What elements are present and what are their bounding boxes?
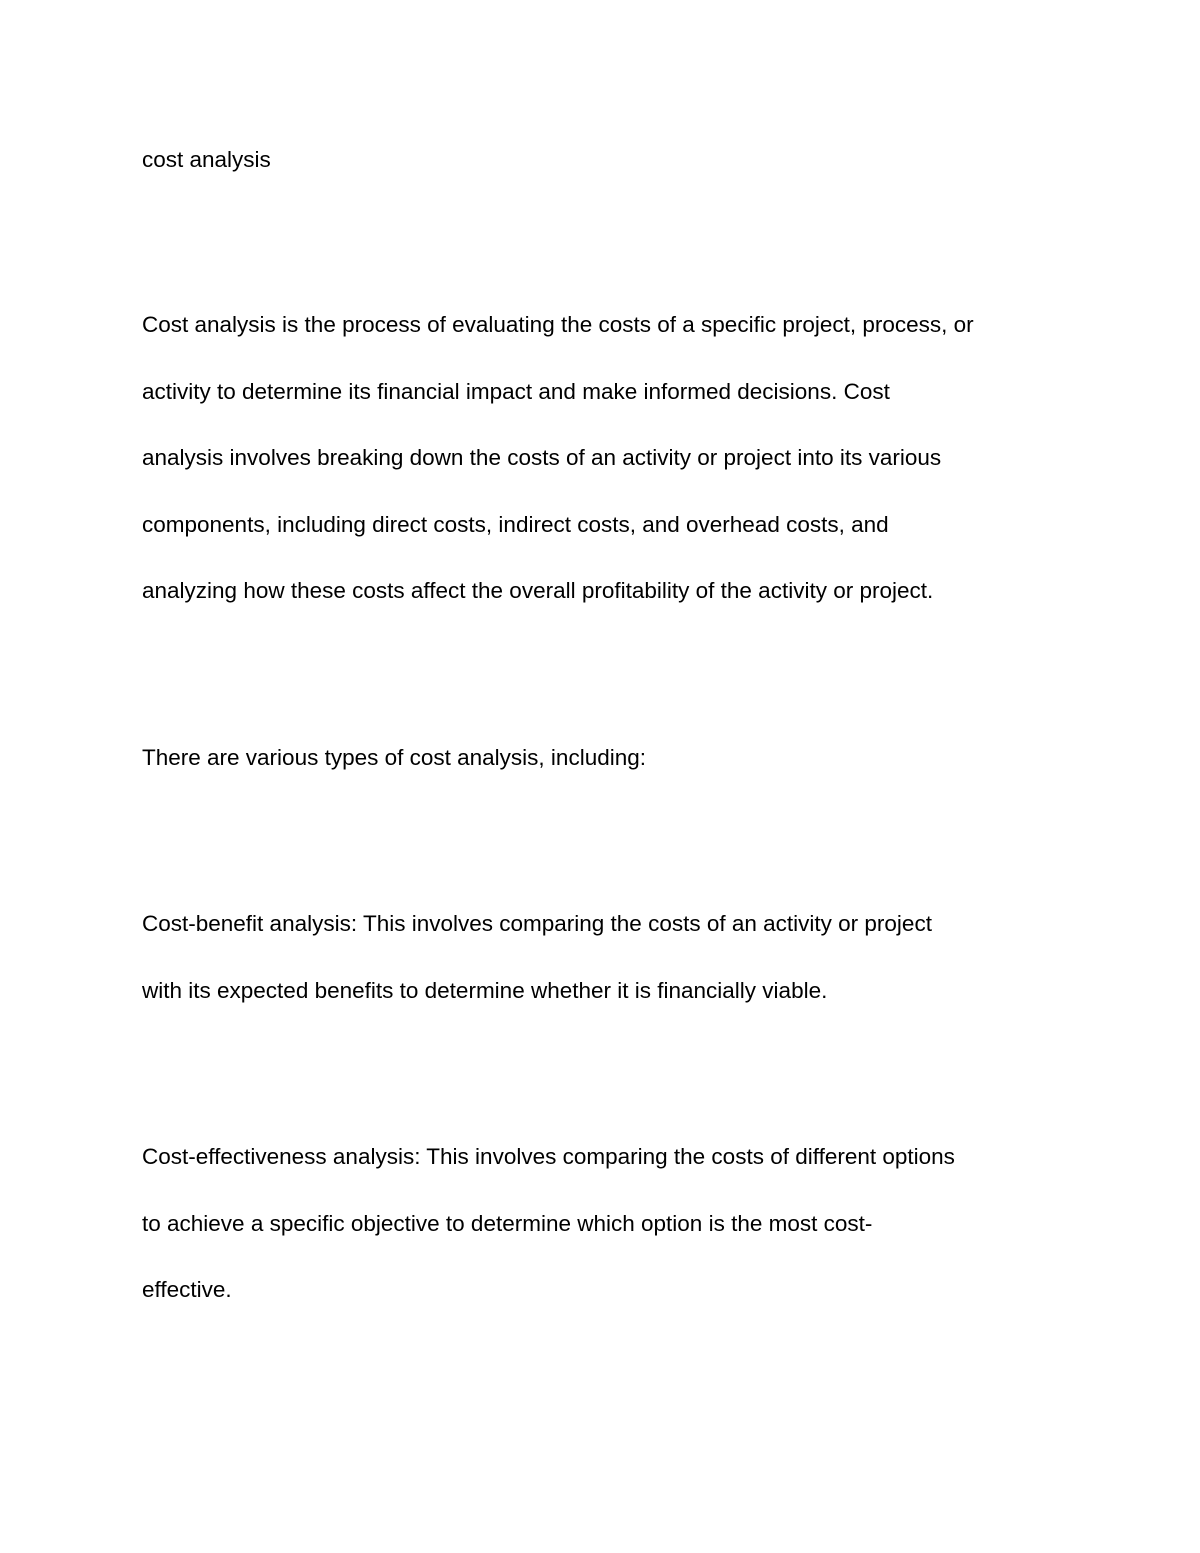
paragraph-line: There are various types of cost analysis, including: <box>142 745 646 770</box>
paragraph-line: with its expected benefits to determine whether it is financially viable. <box>142 977 828 1003</box>
paragraph-line: effective. <box>142 1277 232 1302</box>
paragraph-line: Cost-effectiveness analysis: This involves comparing the costs of different options <box>142 1144 955 1169</box>
paragraph-cost-analysis-definition <box>142 292 1072 625</box>
paragraph-line: analyzing how these costs affect the overall profitability of the activity or project. <box>142 578 934 603</box>
paragraph-line: analysis involves breaking down the costs of an activity or project into its various <box>142 445 942 470</box>
paragraph-line: Cost-benefit analysis: This involves comparing the costs of an activity or project <box>142 911 932 936</box>
paragraph-cost-effectiveness <box>142 1124 1072 1324</box>
paragraph-line: components, including direct costs, indirect costs, and overhead costs, and <box>142 511 889 537</box>
document-title: cost analysis <box>142 147 271 172</box>
paragraph-line: activity to determine its financial impact and make informed decisions. Cost <box>142 378 890 404</box>
paragraph-line: Cost analysis is the process of evaluating the costs of a specific project, process, or <box>142 312 974 337</box>
paragraph-line: to achieve a specific objective to determine which option is the most cost- <box>142 1210 873 1236</box>
paragraph-types-intro <box>142 725 1072 792</box>
paragraph-cost-benefit <box>142 891 1072 1024</box>
